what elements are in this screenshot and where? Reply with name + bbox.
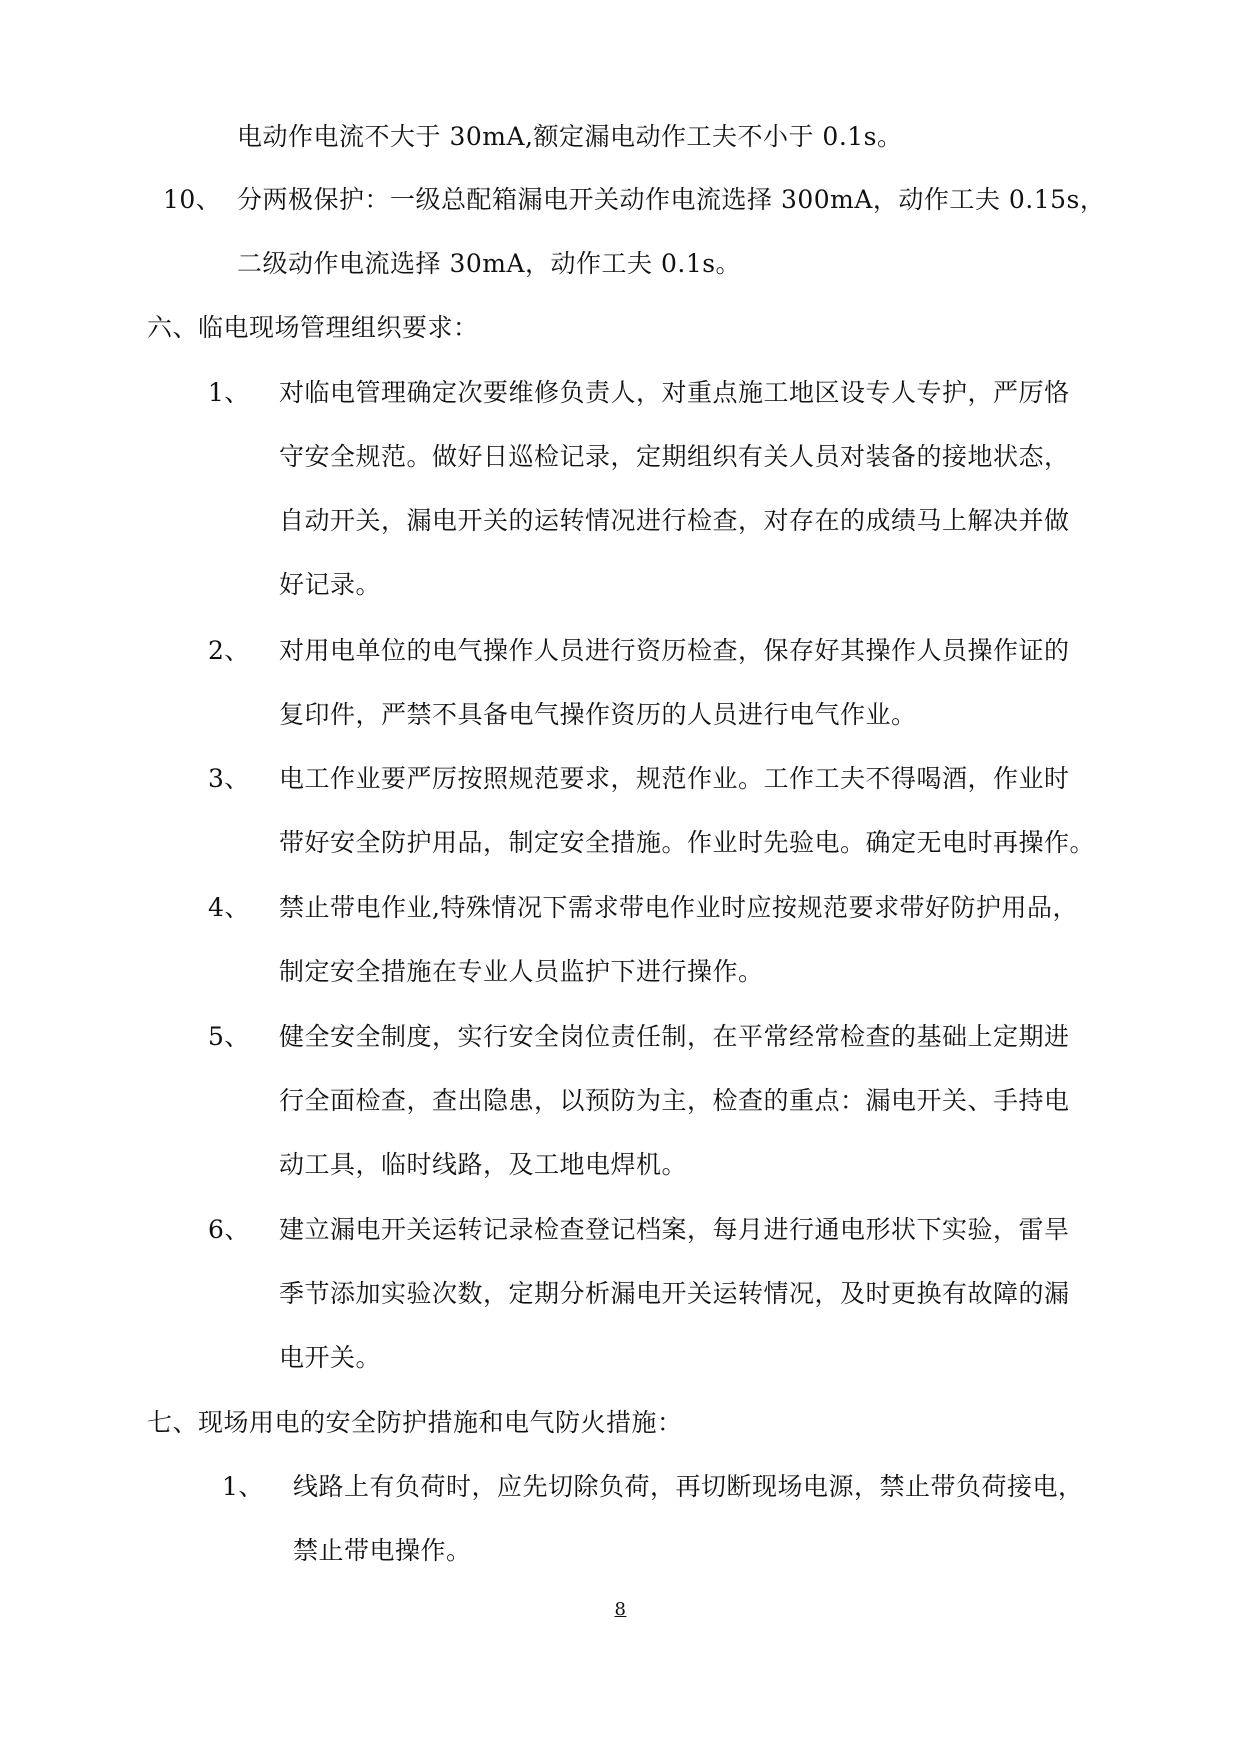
s6-item-1-line-1: 对临电管理确定次要维修负责人，对重点施工地区设专人专护，严厉恪 [279,378,1070,407]
s6-item-5-line-1: 健全安全制度，实行安全岗位责任制，在平常经常检查的基础上定期进 [279,1022,1070,1051]
s6-item-5-number: 5、 [208,1022,250,1051]
s7-item-1-line-2: 禁止带电操作。 [293,1536,472,1565]
s6-item-4-line-1: 禁止带电作业,特殊情况下需求带电作业时应按规范要求带好防护用品， [279,893,1078,922]
s6-item-2-line-1: 对用电单位的电气操作人员进行资历检查，保存好其操作人员操作证的 [279,636,1070,665]
s6-item-6-line-3: 电开关。 [279,1343,382,1372]
section-6-heading: 六、临电现场管理组织要求： [147,313,479,342]
s6-item-3-line-2: 带好安全防护用品，制定安全措施。作业时先验电。确定无电时再操作。 [279,828,1096,857]
s7-item-1-number: 1、 [222,1472,264,1501]
s6-item-6-line-2: 季节添加实验次数，定期分析漏电开关运转情况，及时更换有故障的漏 [279,1279,1070,1308]
item-10-line-1: 分两极保护：一级总配箱漏电开关动作电流选择 300mA，动作工夫 0.15s， [237,185,1106,214]
s6-item-2-number: 2、 [208,636,250,665]
s6-item-5-line-3: 动工具，临时线路，及工地电焊机。 [279,1150,688,1179]
s6-item-1-line-4: 好记录。 [279,570,382,599]
s6-item-1-line-3: 自动开关，漏电开关的运转情况进行检查，对存在的成绩马上解决并做 [279,506,1070,535]
s6-item-3-number: 3、 [208,764,250,793]
intro-line: 电动作电流不大于 30mA,额定漏电动作工夫不小于 0.1s。 [237,122,903,151]
section-7-heading: 七、现场用电的安全防护措施和电气防火措施： [147,1408,683,1437]
s6-item-4-line-2: 制定安全措施在专业人员监护下进行操作。 [279,957,764,986]
s7-item-1-line-1: 线路上有负荷时，应先切除负荷，再切断现场电源，禁止带负荷接电， [293,1472,1084,1501]
s6-item-6-line-1: 建立漏电开关运转记录检查登记档案，每月进行通电形状下实验，雷旱 [279,1215,1070,1244]
s6-item-3-line-1: 电工作业要严厉按照规范要求，规范作业。工作工夫不得喝酒，作业时 [279,764,1070,793]
s6-item-1-number: 1、 [208,378,250,407]
item-10-number: 10、 [163,185,222,214]
s6-item-1-line-2: 守安全规范。做好日巡检记录，定期组织有关人员对装备的接地状态， [279,442,1070,471]
s6-item-4-number: 4、 [208,893,250,922]
item-10-line-2: 二级动作电流选择 30mA，动作工夫 0.1s。 [237,249,742,278]
s6-item-5-line-2: 行全面检查，查出隐患，以预防为主，检查的重点：漏电开关、手持电 [279,1086,1070,1115]
s6-item-2-line-2: 复印件，严禁不具备电气操作资历的人员进行电气作业。 [279,700,917,729]
s6-item-6-number: 6、 [208,1215,250,1244]
page-number: 8 [614,1599,627,1620]
